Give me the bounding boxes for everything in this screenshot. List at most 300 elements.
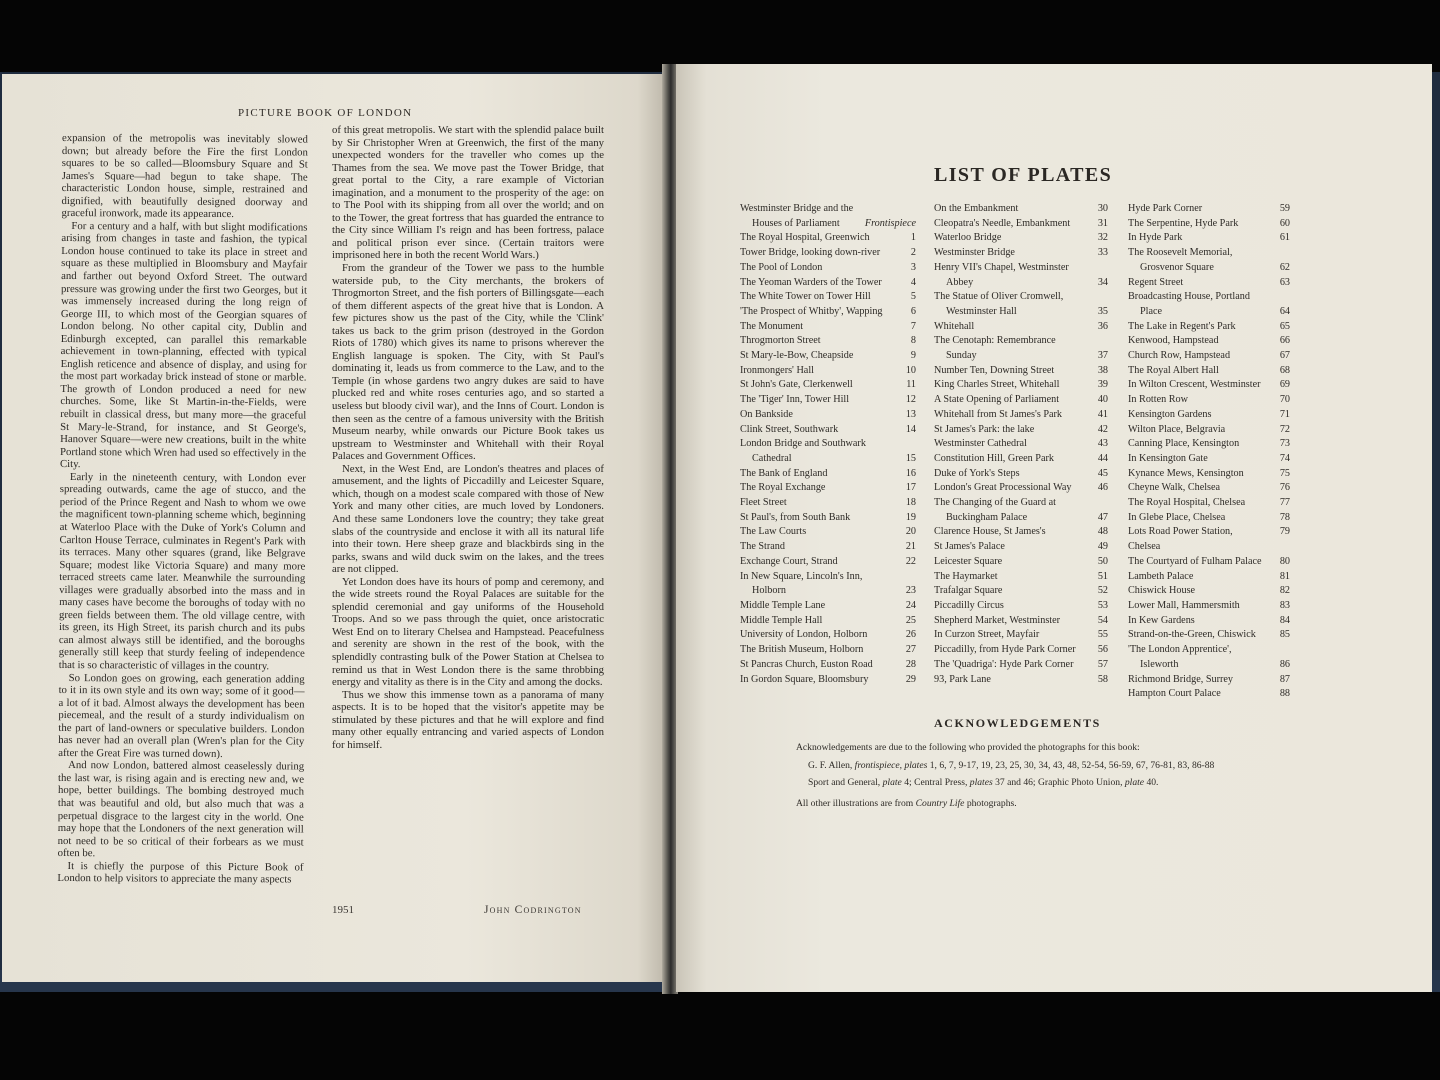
plate-number [1088,290,1108,305]
plate-number: 15 [905,452,916,464]
plate-title: The Cenotaph: Remembrance [934,335,1056,347]
plate-number: 77 [1279,497,1290,509]
plate-number: 56 [1097,644,1108,656]
plate-title: The 'Quadriga': Hyde Park Corner [934,658,1074,670]
author-signature: John Codrington [484,904,582,916]
plate-title: Church Row, Hampstead [1128,350,1231,362]
plate-title: St John's Gate, Clerkenwell [740,379,853,391]
plate-number: 46 [1097,482,1108,494]
plate-entry [1128,673,1290,688]
paragraph: And now London, battered almost ceaselessly during the last war, is rising again and is erecting new and, we hope, better buildings. The bombing destroyed much that was beautiful and old, but also much that was a perpetual disgrace to the largest city in the world. One may hope that the Londoners of the next generation will not need to be so critical of their forbears as we must often be. [57,759,305,860]
plate-number: 20 [905,526,916,538]
plate-number: 23 [905,585,916,597]
plate-title: The Lake in Regent's Park [1128,320,1236,332]
plate-title: Lots Road Power Station, Chelsea [1128,526,1233,553]
plate-entry [740,658,916,673]
plate-entry [740,305,916,320]
plate-entry [1128,202,1290,217]
plate-title: In Kew Gardens [1128,614,1195,626]
plate-number: 44 [1097,452,1108,464]
plate-number: 67 [1279,350,1290,362]
plate-entry [740,525,916,540]
plate-title: Holborn [752,585,786,597]
plate-number: 37 [1097,350,1108,362]
plate-title: Wilton Place, Belgravia [1128,423,1226,435]
plate-number: 6 [910,305,916,317]
plate-number: 76 [1279,482,1290,494]
text-column-right [332,124,604,751]
paragraph: Next, in the West End, are London's theatres and places of amusement, and the lights of Piccadilly and Leicester Square, which, though on a modest scale compared with those of New York and many other cities, are much loved by Londoners. And these same Londoners love the country; they take great slabs of the countryside and enclose it with all its natural life into their town. Here sheep graze and blackbirds sing in the parks, swans and wild duck swim on the lakes, and the trees are not clipped. [332,462,604,576]
plate-number: 10 [905,364,916,376]
plate-entry [934,334,1108,349]
plate-title: In Wilton Crescent, Westminster [1128,379,1261,391]
plate-entry [740,408,916,423]
paragraph: So London goes on growing, each generation adding to it in its own style and its own way; some of it good—a lot of it bad. Almost always the development has been piecemeal, and the result of a sturdy individualism on the part of land-owners or speculative builders. London has never had an overall plan (Wren's plan for the City after the Great Fire was turned down). [58,671,305,760]
plate-title: The Royal Hospital, Greenwich [740,232,870,244]
text-column-left [57,132,308,886]
plate-entry [740,378,916,393]
plate-number: 5 [910,291,916,303]
plate-entry [934,525,1108,540]
plate-entry [740,570,916,585]
plate-number: 32 [1097,232,1108,244]
plate-entry [740,643,916,658]
plate-entry [934,320,1108,335]
plate-title: A State Opening of Parliament [934,394,1060,406]
plate-number [1270,643,1290,658]
plate-title: Hyde Park Corner [1128,203,1203,214]
plate-number: 39 [1097,379,1108,391]
credit-name: G. F. Allen, [808,760,855,771]
plate-title: Grosvenor Square [1140,261,1214,273]
plate-entry [1128,261,1290,276]
plate-number: 9 [910,350,916,362]
plate-number: 34 [1097,276,1108,288]
plate-title: London's Great Processional Way [934,482,1072,494]
plate-number: 41 [1097,408,1108,420]
plate-title: Abbey [946,276,974,288]
plate-number: 51 [1097,570,1108,582]
plate-entry [1128,555,1290,570]
plate-title: The Serpentine, Hyde Park [1128,217,1239,229]
plate-number: 80 [1279,555,1290,567]
plate-entry [1128,525,1290,554]
plate-entry [1128,408,1290,423]
plate-entry [740,614,916,629]
credit-numbers: 37 and 46; [992,777,1038,788]
plate-entry [740,334,916,349]
paragraph: expansion of the metropolis was inevitably slowed down; but already before the Fire the first London squares to be so called—Bloomsbury Square and St James's Square—had begun to take shape. The characteristic London house, simple, restrained and dignified, with beautifully designed doorway and graceful ironwork, made its appearance. [61,132,308,221]
plate-title: Strand-on-the-Green, Chiswick [1128,629,1256,641]
plate-title: Place [1140,305,1163,317]
plate-title: Exchange Court, Strand [740,555,838,567]
plate-number: 47 [1097,511,1108,523]
plate-title: The Royal Hospital, Chelsea [1128,497,1246,509]
plate-entry [740,496,916,511]
plate-number: 28 [905,658,916,670]
plate-title: Broadcasting House, Portland [1128,291,1250,303]
list-of-plates-title: LIST OF PLATES [934,164,1113,186]
plate-entry [1128,437,1290,452]
plate-title: The Strand [740,541,785,553]
plate-number: 26 [905,629,916,641]
plate-number: 24 [905,599,916,611]
plate-title: Throgmorton Street [740,335,821,347]
plate-title: Piccadilly, from Hyde Park Corner [934,644,1076,656]
plate-title: Westminster Hall [946,305,1017,317]
plate-entry [934,408,1108,423]
plate-entry [1128,643,1290,658]
plate-entry [740,437,916,452]
plate-entry [740,261,916,276]
plate-title: Isleworth [1140,658,1179,670]
plate-title: Kensington Gardens [1128,408,1212,420]
credit-others [808,777,1158,788]
plate-title: St Paul's, from South Bank [740,511,851,523]
plate-entry [934,364,1108,379]
plate-number: 61 [1279,232,1290,244]
plate-number: 79 [1279,526,1290,538]
plate-entry [1128,305,1290,320]
plate-number: 8 [910,335,916,347]
credit-name: Graphic Photo Union, [1038,777,1125,788]
plate-title: Trafalgar Square [934,585,1003,597]
plate-entry [740,555,916,570]
plate-entry [934,599,1108,614]
plate-title: Sunday [946,350,977,362]
plate-entry [1128,658,1290,673]
credit-name: Sport and General, [808,777,883,788]
credit-name: Central Press, [914,777,970,788]
plate-title: Number Ten, Downing Street [934,364,1055,376]
plate-entry [1128,614,1290,629]
plate-title: Houses of Parliament [752,217,840,229]
plate-entry [1128,687,1290,702]
plate-title: Constitution Hill, Green Park [934,452,1054,464]
plate-title: Kynance Mews, Kensington [1128,467,1244,479]
plate-number: 52 [1097,585,1108,597]
plate-number: 59 [1279,203,1290,214]
plate-title: Richmond Bridge, Surrey [1128,673,1233,685]
credit-numbers: 1, 6, 7, 9-17, 19, 23, 25, 30, 34, 43, 48, 52-54, 56-59, 67, 76-81, 83, 86-88 [927,760,1215,771]
plate-number: 81 [1279,570,1290,582]
plate-entry [934,276,1108,291]
plate-title: Kenwood, Hampstead [1128,335,1219,347]
plate-entry [934,555,1108,570]
plate-entry [934,643,1108,658]
plate-number [1270,246,1290,261]
plate-number: 83 [1279,599,1290,611]
plate-title: 'The Prospect of Whitby', Wapping [740,305,883,317]
plate-entry [934,628,1108,643]
plate-title: The Yeoman Warders of the Tower [740,276,882,288]
plate-number: 82 [1279,585,1290,597]
year: 1951 [332,904,354,916]
plate-title: Tower Bridge, looking down-river [740,247,881,259]
plate-entry [1128,364,1290,379]
plate-entry [1128,423,1290,438]
plate-number: 4 [910,276,916,288]
plate-entry [1128,349,1290,364]
magazine-name: Country Life [915,798,965,809]
plate-entry [1128,393,1290,408]
plate-number: 68 [1279,364,1290,376]
plate-number [1088,496,1108,511]
plate-title: King Charles Street, Whitehall [934,379,1060,391]
plate-entry [934,467,1108,482]
plate-entry [1128,378,1290,393]
plate-number: 55 [1097,629,1108,641]
plate-title: Shepherd Market, Westminster [934,614,1061,626]
plate-number: 62 [1279,261,1290,273]
plate-title: Chiswick House [1128,585,1196,597]
plate-number: 14 [905,423,916,435]
plate-entry [740,364,916,379]
plate-entry [1128,290,1290,305]
plate-title: The Royal Albert Hall [1128,364,1219,376]
plates-column-1 [740,202,916,687]
plate-entry [934,584,1108,599]
plate-entry [1128,452,1290,467]
plate-title: Middle Temple Hall [740,614,823,626]
plate-entry [934,349,1108,364]
plate-title: The Monument [740,320,804,332]
paragraph: From the grandeur of the Tower we pass to the humble waterside pub, to the City merchants, the brokers of Throgmorton Street, and the fish porters of Billingsgate—each of them different aspects of the great hive that is London. A few pictures show us the past of the City, while the 'Clink' takes us back to the grim prison (destroyed in the Gordon Riots of 1780) which gives its name to prisons wherever the English language is spoken. The City, with St Paul's dominating it, leads us from commerce to the Law, and to the Temple (in whose gardens two angry dukes are said to have plucked red and white roses centuries ago, and so started a useless but bloody civil war), and the Inns of Court. London is then seen as the centre of a famous university with the British Museum nearby, while onwards our Picture Book takes us upstream to Westminster and Whitehall with their Royal Palaces and Government Offices. [332,262,604,463]
plate-number: 53 [1097,599,1108,611]
credit-label: frontispiece, plates [854,760,928,771]
plate-entry [934,481,1108,496]
plate-title: The Royal Exchange [740,482,826,494]
plate-entry [740,540,916,555]
plate-entry [1128,511,1290,526]
plate-title: Westminster Bridge and the [740,203,854,214]
plates-column-3 [1128,202,1290,702]
plate-title: The Roosevelt Memorial, [1128,247,1233,259]
acknowledgements-intro: Acknowledgements are due to the following who provided the photographs for this book: [796,742,1140,753]
plate-entry [934,673,1108,688]
plate-title: Hampton Court Palace [1128,688,1221,700]
plate-title: Cheyne Walk, Chelsea [1128,482,1221,494]
plate-number: 75 [1279,467,1290,479]
plate-number: 1 [910,232,916,244]
plate-number: 64 [1279,305,1290,317]
plate-entry [1128,334,1290,349]
plate-title: 'The London Apprentice', [1128,644,1232,656]
plate-entry [934,437,1108,452]
plate-title: Piccadilly Circus [934,599,1004,611]
plate-title: Duke of York's Steps [934,467,1020,479]
plate-entry [740,423,916,438]
plate-title: In Curzon Street, Mayfair [934,629,1040,641]
plate-entry [934,496,1108,511]
plate-title: London Bridge and Southwark [740,438,866,450]
plate-entry [934,261,1108,276]
plate-number: 72 [1279,423,1290,435]
plate-title: St James's Palace [934,541,1005,553]
plate-number [1270,290,1290,305]
plate-title: Ironmongers' Hall [740,364,814,376]
plate-number: 13 [905,408,916,420]
plate-entry [740,217,916,232]
plate-title: Westminster Cathedral [934,438,1027,450]
plate-entry [740,481,916,496]
plate-entry [1128,599,1290,614]
credit-label: plate [882,777,902,788]
plate-entry [934,290,1108,305]
plate-title: The British Museum, Holborn [740,644,864,656]
plate-title: In Hyde Park [1128,232,1183,244]
plate-entry [740,511,916,526]
plate-title: In New Square, Lincoln's Inn, [740,570,863,582]
plate-entry [740,673,916,688]
plate-title: Whitehall [934,320,975,332]
plate-number: 48 [1097,526,1108,538]
paragraph: of this great metropolis. We start with the splendid palace built by Sir Christopher Wren at Greenwich, the first of the many unexpected wonders for the traveller who comes up the Thames from the sea. We move past the Tower Bridge, that great portal to the City, a rare example of Victorian imagination, and a monument to the prosperity of the age: on to The Pool with its shipping from all over the world; and on to the Tower, the great fortress that has guarded the entrance to the City since William I's reign and has been fortress, palace and political prison ever since. (Certain traitors were imprisoned here in both the recent World Wars.) [332,124,604,262]
plate-entry [740,320,916,335]
plate-number: 71 [1279,408,1290,420]
plate-number [896,570,916,585]
plate-entry [740,599,916,614]
plate-title: Regent Street [1128,276,1184,288]
plate-entry [934,217,1108,232]
plate-title: Henry VII's Chapel, Westminster [934,261,1069,273]
plate-entry [1128,320,1290,335]
credit-label: plate [1124,777,1145,788]
plate-title: The Bank of England [740,467,828,479]
plate-title: The Law Courts [740,526,807,538]
plate-number: 2 [910,247,916,259]
plate-number: 33 [1097,247,1108,259]
credit-numbers: 4; [901,777,915,788]
plate-entry [1128,231,1290,246]
plate-title: In Kensington Gate [1128,452,1208,464]
plate-number: 45 [1097,467,1108,479]
plate-number: 57 [1097,658,1108,670]
plate-title: Cleopatra's Needle, Embankment [934,217,1071,229]
plate-number: 50 [1097,555,1108,567]
plate-number [1088,334,1108,349]
plate-number: 54 [1097,614,1108,626]
plate-number: 88 [1279,688,1290,700]
plate-number [896,437,916,452]
plate-title: St Pancras Church, Euston Road [740,658,873,670]
plate-number: 42 [1097,423,1108,435]
plate-number: 31 [1097,217,1108,229]
plate-number: 70 [1279,394,1290,406]
plate-entry [1128,276,1290,291]
left-page [2,74,664,982]
plate-entry [1128,584,1290,599]
plate-number: 40 [1097,394,1108,406]
plate-title: St James's Park: the lake [934,423,1035,435]
plate-entry [934,570,1108,585]
plate-title: Clink Street, Southwark [740,423,839,435]
plate-entry [740,231,916,246]
plate-number: 7 [910,320,916,332]
plate-number: 87 [1279,673,1290,685]
plate-title: Whitehall from St James's Park [934,408,1063,420]
plate-entry [934,231,1108,246]
plate-entry [934,540,1108,555]
plate-title: In Rotten Row [1128,394,1188,406]
credit-country-life [796,798,1017,809]
plate-entry [740,290,916,305]
plate-number: 30 [1097,203,1108,214]
plate-number: 85 [1279,629,1290,641]
plate-title: In Glebe Place, Chelsea [1128,511,1226,523]
plate-number: 19 [905,511,916,523]
plate-number: 18 [905,497,916,509]
right-page [676,64,1432,992]
plate-title: The White Tower on Tower Hill [740,291,871,303]
plate-number: 43 [1097,438,1108,450]
plate-number: 74 [1279,452,1290,464]
plates-column-2 [934,202,1108,687]
plate-entry [740,202,916,217]
plate-title: St Mary-le-Bow, Cheapside [740,350,854,362]
plate-number: 16 [905,467,916,479]
plate-title: Middle Temple Lane [740,599,826,611]
plate-title: Canning Place, Kensington [1128,438,1240,450]
plate-entry [740,349,916,364]
plate-number: 66 [1279,335,1290,347]
plate-entry [740,393,916,408]
plate-entry [1128,628,1290,643]
plate-entry [1128,217,1290,232]
plate-entry [1128,246,1290,261]
plate-number: 36 [1097,320,1108,332]
plate-number: 11 [906,379,916,391]
plate-number: 29 [905,673,916,685]
plate-title: The Haymarket [934,570,998,582]
plate-entry [934,202,1108,217]
plate-entry [740,276,916,291]
credit-numbers: 40. [1144,777,1159,788]
plate-number [896,202,916,217]
plate-number: 86 [1279,658,1290,670]
plate-title: Buckingham Palace [946,511,1028,523]
credit-text: photographs. [964,798,1017,809]
plate-number [1088,261,1108,276]
plate-title: Cathedral [752,452,792,464]
plate-number: 63 [1279,276,1290,288]
plate-number: 27 [905,644,916,656]
paragraph: Yet London does have its hours of pomp and ceremony, and the wide streets round the Royal Palaces are suitable for the splendid ceremonial and gay uniforms of the Household Troops. And so we pass through the quiet, once aristocratic West End on to literary Chelsea and Hampstead. Peacefulness and serenity are shown in the rest of the book, with the splendidly contrasting bulk of the Power Station at Chelsea to remind us that in West London there is the same throbbing energy and vitality as there is in the City and among the docks. [332,575,604,689]
credit-allen [808,760,1214,771]
plate-title: On the Embankment [934,203,1019,214]
plate-number: 35 [1097,305,1108,317]
plate-number: 38 [1097,364,1108,376]
plate-number: 84 [1279,614,1290,626]
plate-title: Clarence House, St James's [934,526,1046,538]
plate-number: 49 [1097,541,1108,553]
plate-entry [1128,496,1290,511]
paragraph: Thus we show this immense town as a panorama of many aspects. It is to be hoped that the visitor's appetite may be stimulated by these pictures and that he will explore and find many other equally entrancing and varied aspects of London for himself. [332,688,604,751]
paragraph: For a century and a half, with but slight modifications arising from changes in taste and fashion, the typical London house continued to take its place in street and square as these multiplied in Bloomsbury and Mayfair and farther out beyond Oxford Street. The outward pressure was growing under the first two Georges, but it was immensely increased during the long reign of George III, to which most of the Georgian squares of London belong. No other capital city, Dublin and Edinburgh excepted, can parallel this remarkable achievement in town-planning, effected with typical English reticence and absence of display, and using for the most part workaday brick instead of stone or marble. The growth of London produced a need for new churches. Some, like St Martin-in-the-Fields, were rebuilt in classical dress, but many more—the graceful St Mary-le-Strand, for instance, and St George's, Hanover Square—were new creations, built in the white Portland stone which Wren had used so effectively in the City. [59,219,308,471]
plate-title: Leicester Square [934,555,1003,567]
plate-number: 73 [1279,438,1290,450]
plate-entry [740,628,916,643]
plate-entry [934,246,1108,261]
plate-title: The Courtyard of Fulham Palace [1128,555,1262,567]
plate-title: Waterloo Bridge [934,232,1002,244]
running-head: PICTURE BOOK OF LONDON [238,107,413,119]
plate-entry [934,452,1108,467]
plate-number: 22 [905,555,916,567]
acknowledgements-title: ACKNOWLEDGEMENTS [934,716,1101,730]
paragraph: It is chiefly the purpose of this Picture Book of London to help visitors to appreciate the many aspects [57,859,304,886]
plate-entry [1128,570,1290,585]
